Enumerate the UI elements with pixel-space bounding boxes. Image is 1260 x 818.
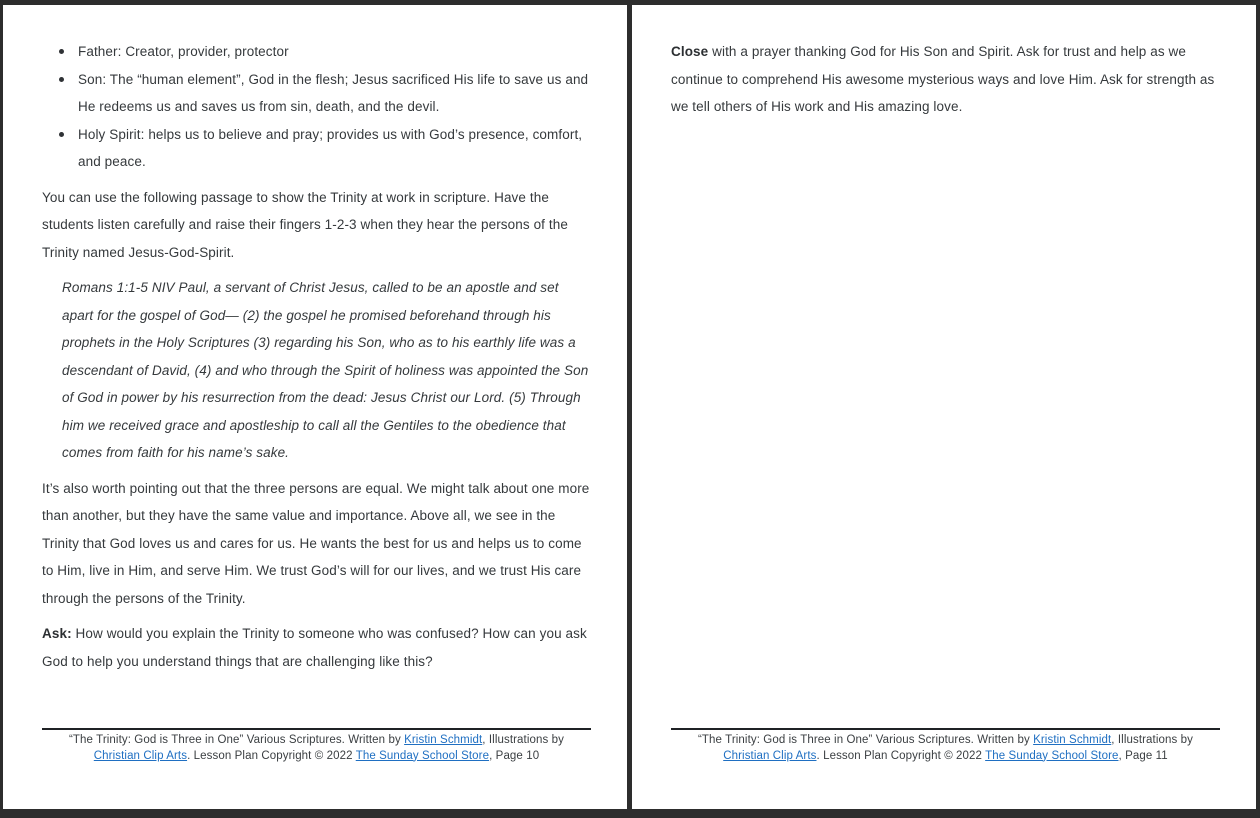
- page-10: [3, 5, 627, 809]
- list-item-father: Father: Creator, provider, protector: [42, 38, 591, 66]
- list-item-son: Son: The “human element”, God in the flesh; Jesus sacrificed His life to save us and He redeems us and saves us from sin, death, and the devil.: [42, 66, 591, 121]
- page-11-footer: [671, 728, 1220, 764]
- ask-label: Ask:: [42, 626, 72, 641]
- paragraph-persons-equal: It’s also worth pointing out that the three persons are equal. We might talk about one more than another, but they have the same value and importance. Above all, we see in the Trinity that God loves us and cares for us. He wants the best for us and helps us to come to Him, live in Him, and serve Him. We trust God’s will for our lives, and we trust His care through the persons of the Trinity.: [42, 480, 590, 606]
- page-10-content: [42, 38, 591, 683]
- illustrator-link[interactable]: Christian Clip Arts: [723, 749, 817, 762]
- store-link[interactable]: The Sunday School Store: [355, 749, 490, 762]
- footer-text: “The Trinity: God is Three in One” Various Scriptures. Written by: [69, 734, 405, 746]
- trinity-persons-list: [42, 38, 591, 176]
- footer-text: , Illustrations by: [482, 734, 564, 746]
- store-link[interactable]: The Sunday School Store: [985, 749, 1119, 762]
- close-label: Close: [671, 44, 709, 59]
- paragraph-ask: [42, 620, 591, 675]
- footer-text: , Illustrations by: [1111, 734, 1193, 746]
- page-number: , Page 10: [489, 749, 540, 762]
- page-number: , Page 11: [1118, 749, 1168, 762]
- page-11-content: [671, 38, 1220, 129]
- paragraph-close: [671, 38, 1220, 121]
- illustrator-link[interactable]: Christian Clip Arts: [93, 749, 188, 762]
- author-link[interactable]: Kristin Schmidt: [404, 734, 483, 746]
- page-10-footer: [42, 728, 591, 764]
- ask-question-text: How would you explain the Trinity to someone who was confused? How can you ask God to help you understand things that are challenging like this?: [42, 626, 587, 669]
- footer-text: “The Trinity: God is Three in One” Various Scriptures. Written by: [698, 734, 1034, 746]
- author-link[interactable]: Kristin Schmidt: [1033, 734, 1112, 746]
- paragraph-passage-intro: You can use the following passage to show the Trinity at work in scripture. Have the students listen carefully and raise their fingers 1-2-3 when they hear the persons of the Trinity named Jesus-God-Spirit.: [42, 189, 568, 260]
- close-prayer-text: with a prayer thanking God for His Son and Spirit. Ask for trust and help as we continue to comprehend His awesome mysterious ways and love Him. Ask for strength as we tell others of His work and His amazing love.: [671, 44, 1215, 114]
- footer-text: . Lesson Plan Copyright © 2022: [816, 749, 986, 762]
- list-item-holy-spirit: Holy Spirit: helps us to believe and pray; provides us with God’s presence, comfort, and peace.: [42, 121, 591, 176]
- page-11: [632, 5, 1256, 809]
- footer-text: . Lesson Plan Copyright © 2022: [187, 749, 356, 762]
- scripture-quote-romans: Romans 1:1-5 NIV Paul, a servant of Christ Jesus, called to be an apostle and set apart for the gospel of God— (2) the gospel he promised beforehand through his prophets in the Holy Scriptures (3) regarding his Son, who as to his earthly life was a descendant of David, (4) and who through the Spirit of holiness was appointed the Son of God in power by his resurrection from the dead: Jesus Christ our Lord. (5) Through him we received grace and apostleship to call all the Gentiles to the obedience that comes from faith for his name’s sake.: [62, 280, 589, 460]
